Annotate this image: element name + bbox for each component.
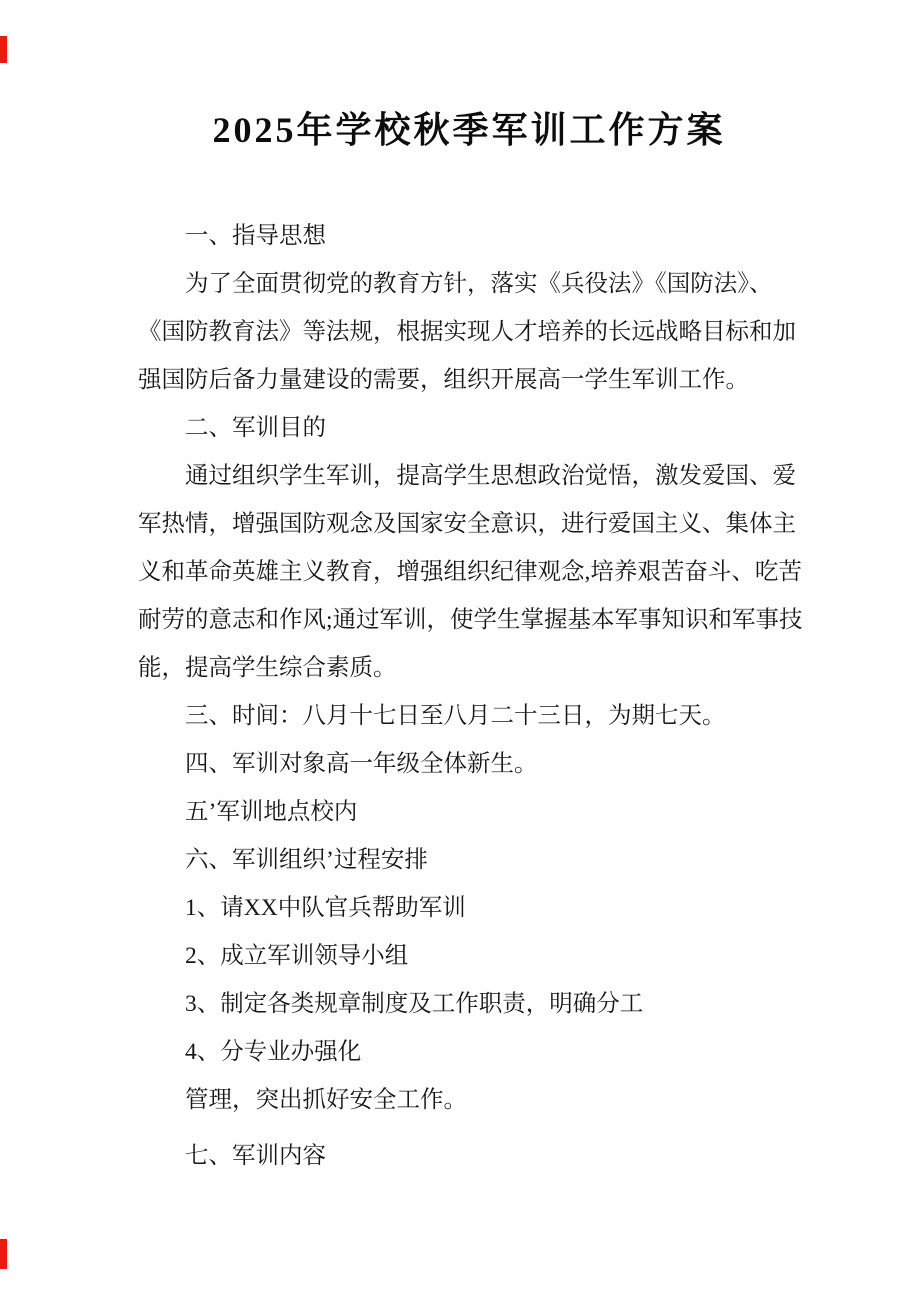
document-title: 2025年学校秋季军训工作方案 bbox=[212, 110, 726, 150]
paragraph-1-line-3: 强国防后备力量建设的需要，组织开展高一学生军训工作。 bbox=[138, 367, 749, 393]
list-item-4-continuation: 管理，突出抓好安全工作。 bbox=[185, 1087, 467, 1113]
list-item-1: 1、请XX中队官兵帮助军训 bbox=[185, 895, 466, 921]
section-heading-2: 二、军训目的 bbox=[185, 415, 326, 441]
paragraph-2-line-2: 军热情，增强国防观念及国家安全意识，进行爱国主义、集体主 bbox=[138, 511, 796, 537]
section-heading-3: 三、时间：八月十七日至八月二十三日，为期七天。 bbox=[185, 703, 726, 729]
paragraph-1-line-2: 《国防教育法》等法规，根据实现人才培养的长远战略目标和加 bbox=[138, 319, 796, 345]
paragraph-2-line-1: 通过组织学生军训，提高学生思想政治觉悟，激发爱国、爱 bbox=[185, 463, 796, 489]
paragraph-1-line-1: 为了全面贯彻党的教育方针，落实《兵役法》《国防法》、 bbox=[185, 271, 773, 297]
section-heading-7: 七、军训内容 bbox=[185, 1143, 326, 1169]
list-item-3: 3、制定各类规章制度及工作职责，明确分工 bbox=[185, 991, 644, 1017]
list-item-4: 4、分专业办强化 bbox=[185, 1039, 362, 1065]
list-item-2: 2、成立军训领导小组 bbox=[185, 943, 409, 969]
paragraph-2-line-4: 耐劳的意志和作风;通过军训，使学生掌握基本军事知识和军事技 bbox=[138, 607, 803, 633]
section-heading-4: 四、军训对象高一年级全体新生。 bbox=[185, 751, 538, 777]
page-edge-mark-bottom bbox=[0, 1239, 7, 1269]
section-heading-5: 五’军训地点校内 bbox=[185, 799, 358, 825]
paragraph-2-line-5: 能，提高学生综合素质。 bbox=[138, 655, 397, 681]
document-content bbox=[138, 0, 803, 1180]
paragraph-2-line-3: 义和革命英雄主义教育，增强组织纪律观念,培养艰苦奋斗、吃苦 bbox=[138, 559, 802, 585]
page-edge-mark-top bbox=[0, 36, 7, 63]
section-heading-6: 六、军训组织’过程安排 bbox=[185, 847, 428, 873]
section-heading-1: 一、指导思想 bbox=[185, 223, 326, 249]
